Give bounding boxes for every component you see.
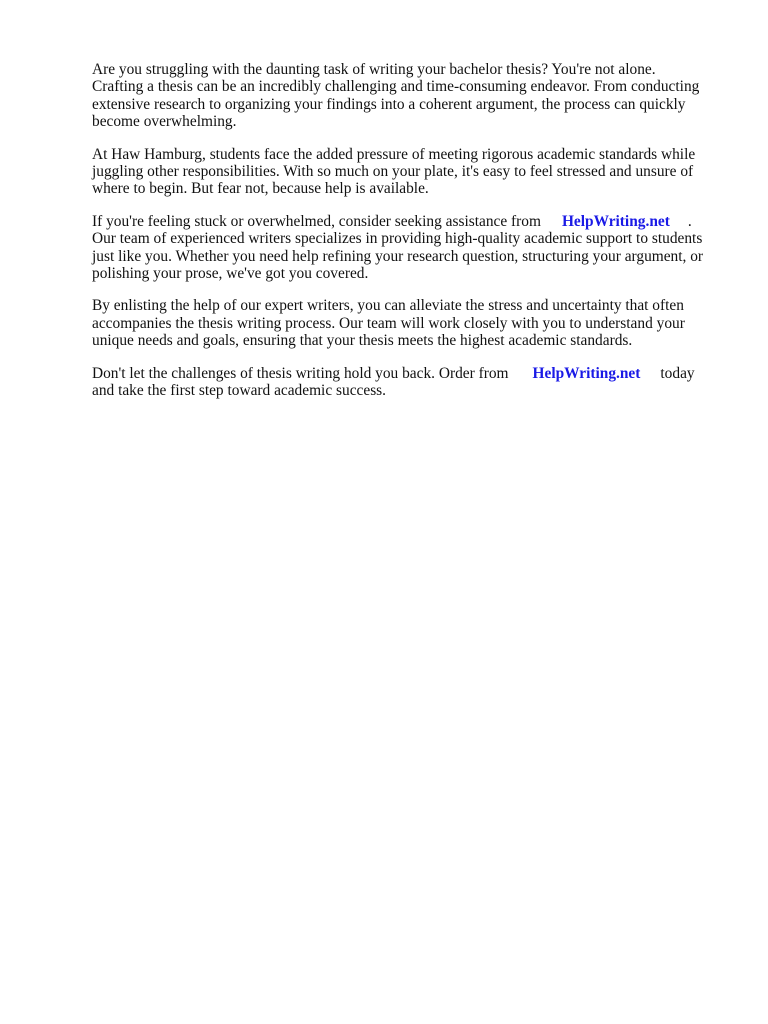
paragraph-intro: Are you struggling with the daunting task of writing your bachelor thesis? You're not alone. Crafting a thesis can be an incredibly challenging and time-consuming endeavor. From conducting extensive research to organizing your findings into a coherent argument, the process can quickly become overwhelming. <box>92 61 700 131</box>
helpwriting-order-link[interactable]: HelpWriting.net <box>532 364 641 382</box>
paragraph-haw-hamburg: At Haw Hamburg, students face the added pressure of meeting rigorous academic standards while juggling other responsibilities. With so much on your plate, it's easy to feel stressed and unsure of where to begin. But fear not, because help is available. <box>92 145 696 198</box>
assistance-text-before: If you're feeling stuck or overwhelmed, consider seeking assistance from <box>92 212 541 230</box>
document-body <box>92 61 710 415</box>
paragraph-assistance <box>92 213 710 283</box>
order-text-before: Don't let the challenges of thesis writing hold you back. Order from <box>92 364 509 382</box>
helpwriting-link[interactable]: HelpWriting.net <box>561 212 670 230</box>
paragraph-expert-writers: By enlisting the help of our expert writers, you can alleviate the stress and uncertainty that often accompanies the thesis writing process. Our team will work closely with you to understand your unique needs and goals, ensuring that your thesis meets the highest academic standards. <box>92 297 685 350</box>
order-text-after: today and take the first step toward academic success. <box>92 364 695 400</box>
paragraph-order <box>92 365 710 400</box>
assistance-text-after: . Our team of experienced writers specializes in providing high-quality academic support to students just like you. Whether you need help refining your research question, structuring your argument, or polishing your prose, we've got you covered. <box>92 212 704 283</box>
